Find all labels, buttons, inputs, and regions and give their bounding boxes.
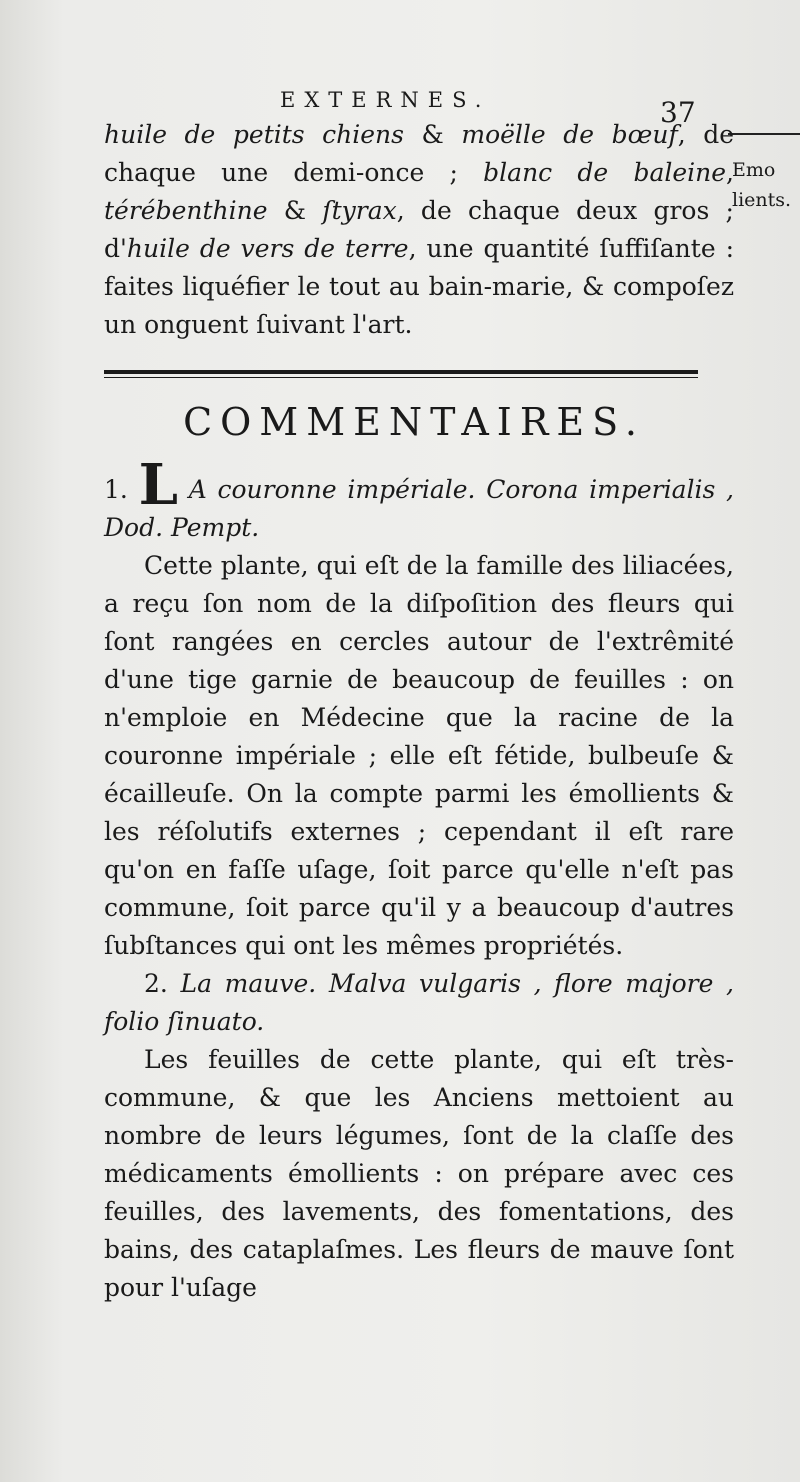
conjunction: & xyxy=(267,196,323,225)
running-head: EXTERNES. xyxy=(280,88,491,112)
entry-number: 1. xyxy=(104,475,128,504)
ingredient: huile de petits chiens xyxy=(104,120,404,149)
section-divider-thin xyxy=(104,377,698,378)
ingredient: ſtyrax xyxy=(322,196,397,225)
ingredient: térébenthine xyxy=(104,196,268,225)
entry-heading xyxy=(104,452,734,547)
margin-note xyxy=(732,155,800,215)
margin-note-line: Emo xyxy=(732,159,776,181)
section-title: COMMENTAIRES. xyxy=(183,400,645,444)
entry-title: La mauve. xyxy=(180,969,317,998)
conjunction: & xyxy=(404,120,462,149)
latin-name: Malva vulgaris , flore majore , folio ſinuato. xyxy=(104,969,735,1036)
page-number: 37 xyxy=(660,96,696,129)
commentary-text xyxy=(104,452,735,1307)
entry-paragraph: Cette plante, qui eſt de la famille des liliacées, a reçu ſon nom de la diſpoſition des fleurs qui ſont rangées en cercles autour de l'extrêmité d'une tige garnie de beaucoup de feuilles : on n'emploie en Médecine que la racine de la couronne impériale ; elle eſt fétide, bulbeuſe & écailleuſe. On la compte parmi les émollients & les réſolutifs externes ; cependant il eſt rare qu'on en faſſe uſage, ſoit parce qu'elle n'eſt pas commune, ſoit parce qu'il y a beaucoup d'autres ſubſtances qui ont les mêmes propriétés. xyxy=(104,551,734,960)
margin-note-line: lients. xyxy=(732,189,792,211)
entry-number: 2. xyxy=(144,969,168,998)
entry-heading xyxy=(104,965,734,1041)
entry-title: A couronne impériale. xyxy=(188,475,476,504)
drop-cap: L xyxy=(138,452,178,518)
entry-paragraph: Les feuilles de cette plante, qui eſt très-commune, & que les Anciens mettoient au nombre de leurs légumes, ſont de la claſſe des médicaments émollients : on prépare avec ces feuilles, des lavements, des fomentations, des bains, des cataplaſmes. Les fleurs de mauve ſont pour l'uſage xyxy=(104,1045,734,1302)
recipe-text-run: , de chaque une demi-once ; xyxy=(104,120,735,187)
ingredient: moëlle de bœuf xyxy=(461,120,678,149)
recipe-text-run: , de chaque deux gros ; d' xyxy=(104,196,734,263)
ingredient: huile de vers de terre xyxy=(126,234,409,263)
latin-name: Corona imperialis , Dod. Pempt. xyxy=(104,475,734,542)
margin-rule xyxy=(728,133,800,135)
recipe-text-run: , une quantité ſuffiſante : faites liquéfier le tout au bain-marie, & compoſez un onguent ſuivant l'art. xyxy=(104,234,735,339)
ingredient: blanc de baleine xyxy=(483,158,727,187)
recipe-paragraph xyxy=(104,116,734,344)
section-divider xyxy=(104,370,698,374)
recipe-text-run: , xyxy=(726,158,734,187)
recipe-text xyxy=(104,116,734,344)
